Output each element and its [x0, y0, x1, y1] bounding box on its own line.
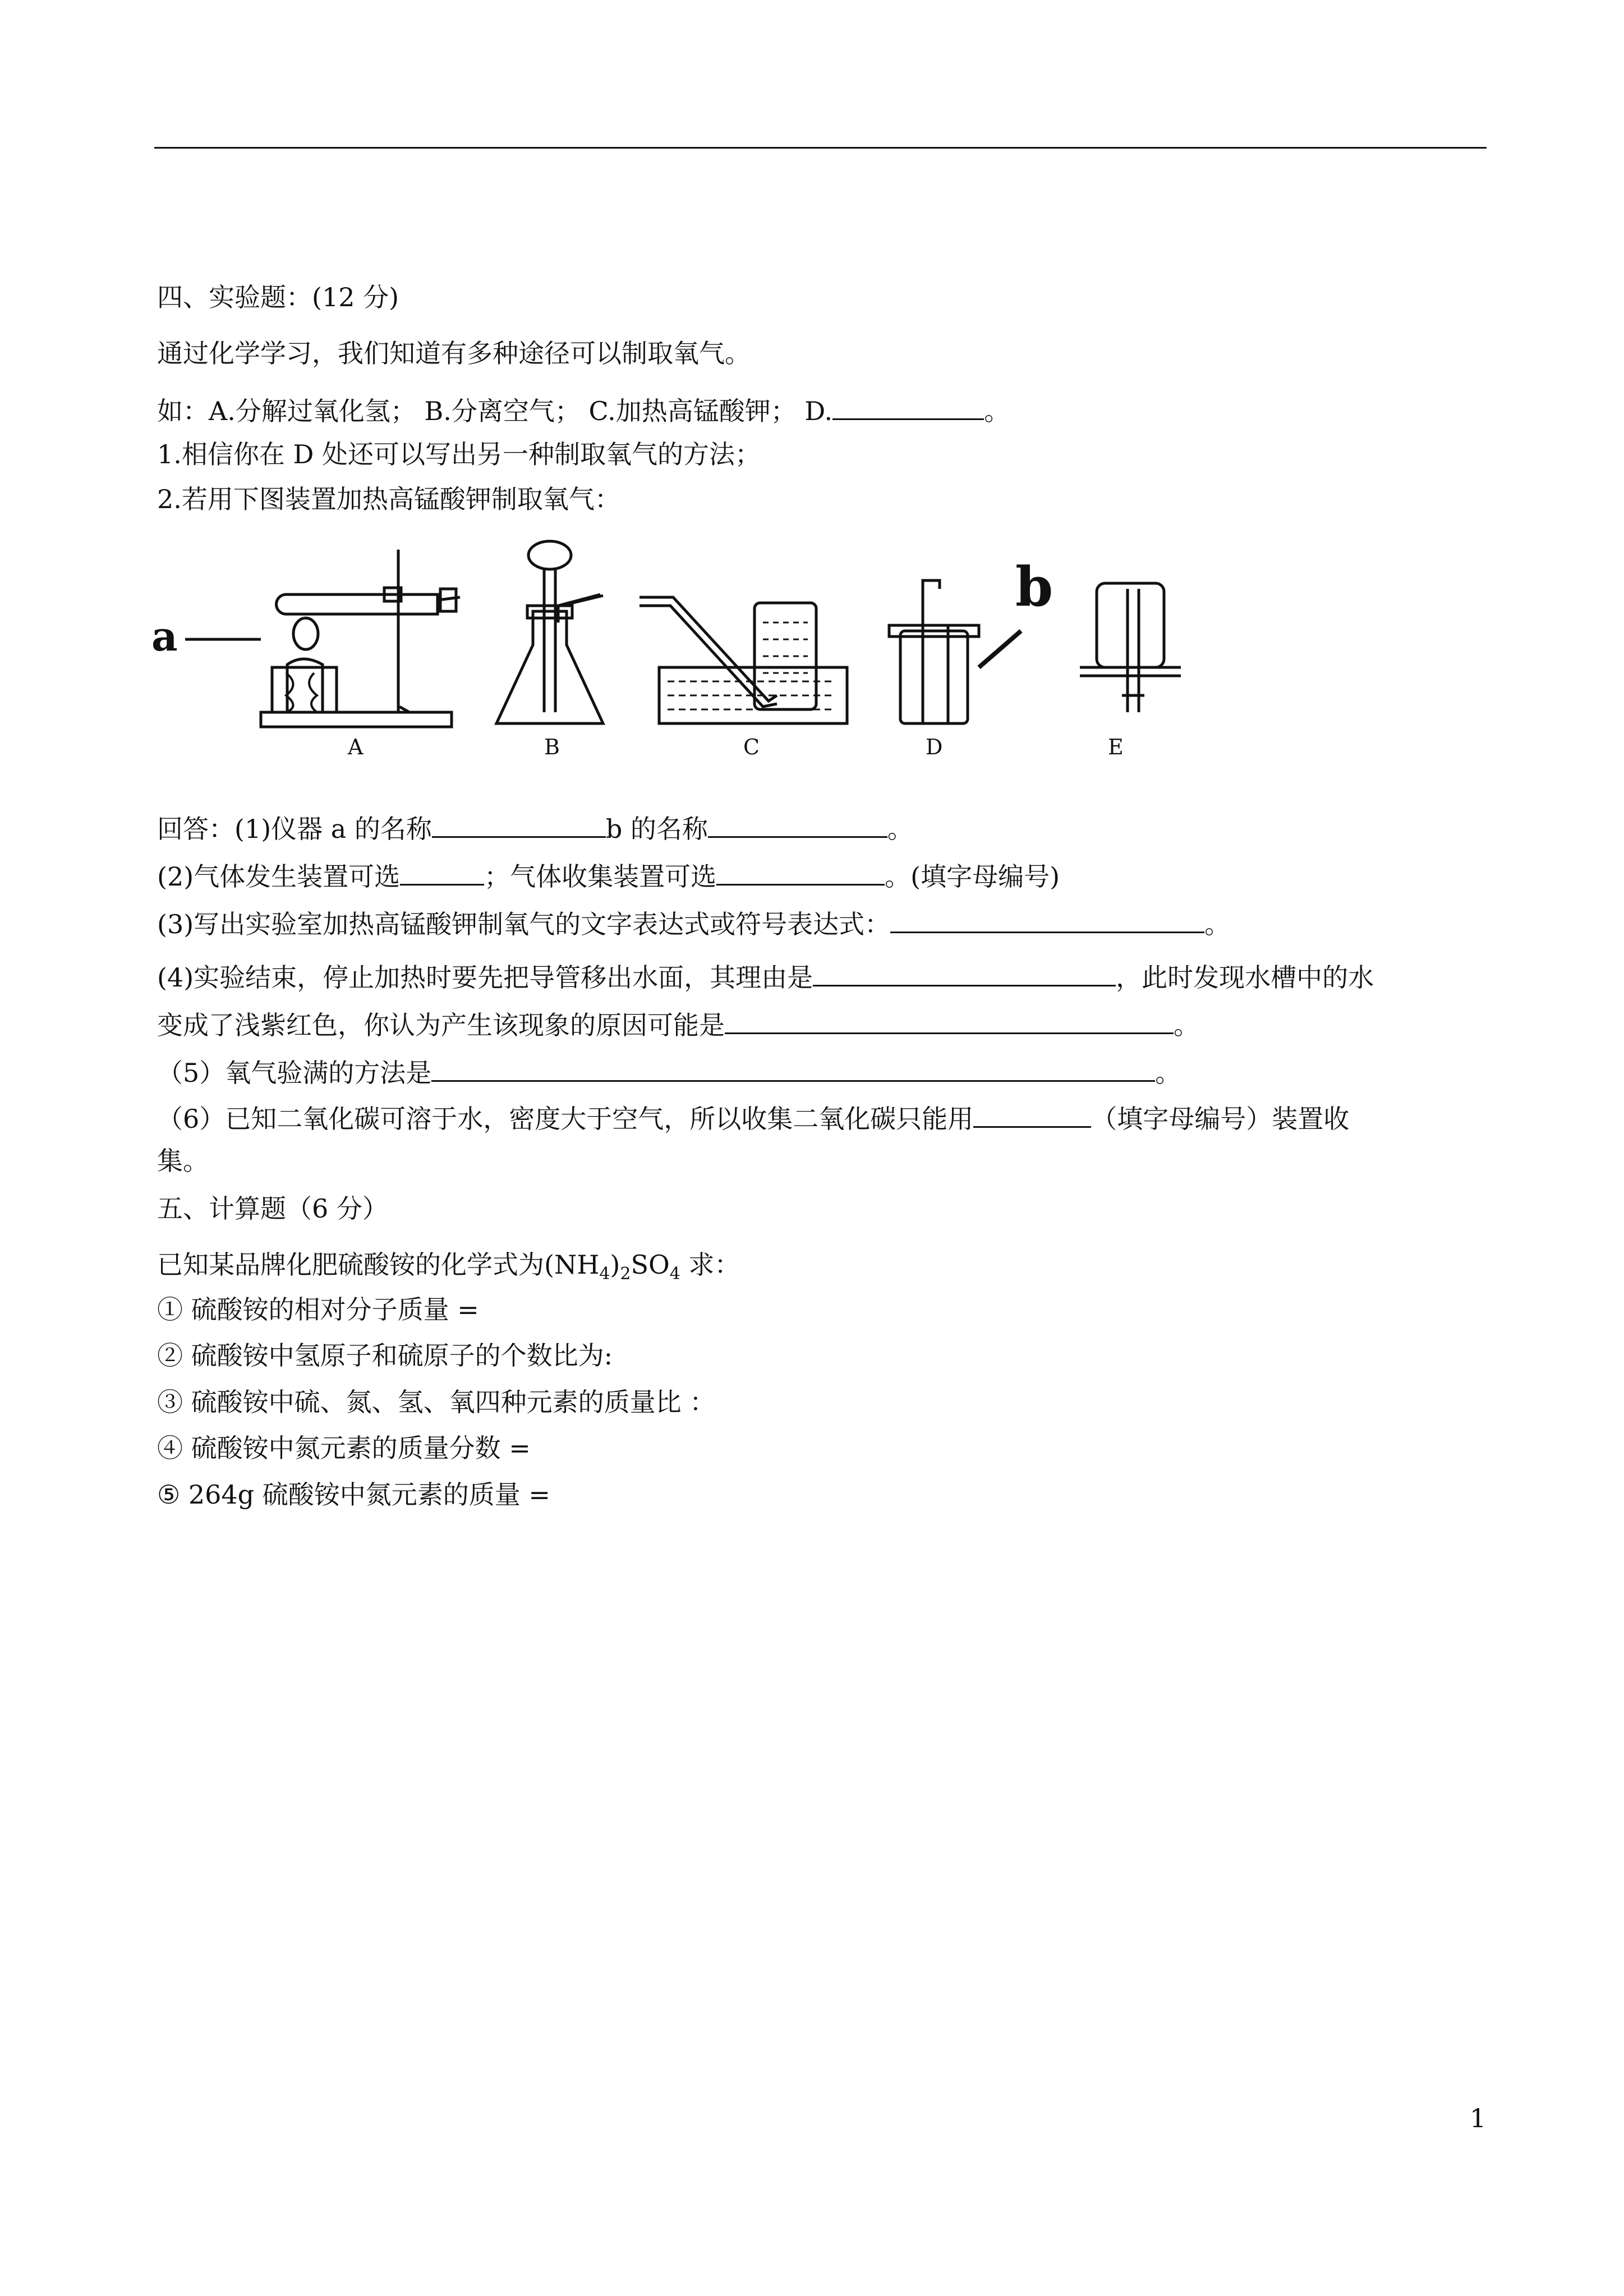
answer-2-text: (2)气体发生装置可选: [157, 861, 401, 892]
answer-6: [157, 1100, 1349, 1136]
apparatus-d: [889, 580, 1021, 723]
formula-end: 求：: [680, 1250, 740, 1280]
answer-2: [157, 858, 1060, 893]
blank-instrument-b[interactable]: [708, 810, 887, 838]
label-b: b: [1015, 555, 1053, 619]
options-suffix: 。: [984, 396, 1010, 426]
answer-6-cont: 集。: [157, 1146, 209, 1176]
answer-3-text: (3)写出实验室加热高锰酸钾制氧气的文字表达式或符号表达式：: [157, 909, 891, 939]
blank-cause[interactable]: [725, 1007, 1174, 1034]
answer-4-text-c: 变成了浅紫红色，你认为产生该现象的原因可能是: [157, 1010, 725, 1040]
formula-paren: ): [610, 1250, 620, 1280]
header-rule: [154, 147, 1487, 149]
answer-3: [157, 906, 1230, 941]
apparatus-e: [1080, 583, 1181, 712]
label-C: C: [743, 735, 760, 759]
answer-4-cont: [157, 1007, 1199, 1042]
answer-3-end: 。: [1204, 909, 1231, 939]
options-line: [157, 393, 1010, 428]
blank-reason[interactable]: [813, 959, 1116, 986]
blank-instrument-a[interactable]: [432, 810, 606, 838]
answer-1-end: 。: [887, 814, 913, 844]
formula-text: 已知某品牌化肥硫酸铵的化学式为(NH: [157, 1250, 600, 1280]
options-text: 如：A.分解过氧化氢； B.分离空气； C.加热高锰酸钾； D.: [157, 396, 833, 426]
apparatus-figure: [146, 527, 1212, 763]
section4-heading: 四、实验题：(12 分): [157, 282, 399, 312]
page-number: 1: [1470, 2103, 1487, 2133]
formula-sub-2: 2: [620, 1264, 631, 1284]
blank-co2[interactable]: [973, 1100, 1091, 1128]
calc-item-5: ⑤ 264g 硫酸铵中氮元素的质量 =: [157, 1479, 550, 1510]
label-D: D: [926, 735, 943, 759]
apparatus-c: [640, 597, 847, 723]
question-1: 1.相信你在 D 处还可以写出另一种制取氧气的方法；: [157, 439, 761, 469]
answer-4-end: 。: [1174, 1010, 1199, 1040]
answer-5-text: （5）氧气验满的方法是: [157, 1058, 432, 1088]
label-E: E: [1108, 735, 1124, 759]
answer-1: [157, 810, 913, 846]
question-2: 2.若用下图装置加热高锰酸钾制取氧气：: [157, 484, 620, 514]
blank-equation[interactable]: [890, 906, 1204, 933]
blank-method[interactable]: [431, 1054, 1155, 1082]
answer-2-text-b: ；气体收集装置可选: [484, 861, 717, 892]
answer-1-text-b: b 的名称: [605, 814, 708, 844]
formula-sub-3: 4: [669, 1264, 680, 1284]
answer-5-end: 。: [1155, 1058, 1181, 1088]
answer-1-text: 回答：(1)仪器 a 的名称: [157, 814, 432, 844]
label-B: B: [544, 735, 560, 759]
apparatus-a: [261, 550, 460, 727]
formula-sub-1: 4: [599, 1264, 610, 1284]
blank-collector[interactable]: [716, 858, 885, 886]
calc-item-4: ④ 硫酸铵中氮元素的质量分数 =: [157, 1433, 531, 1463]
answer-4: [157, 959, 1374, 994]
calc-item-1: ① 硫酸铵的相对分子质量 =: [157, 1294, 479, 1325]
answer-5: [157, 1054, 1181, 1090]
calc-item-2: ② 硫酸铵中氢原子和硫原子的个数比为:: [157, 1340, 613, 1371]
apparatus-b: [496, 541, 603, 723]
blank-generator[interactable]: [400, 858, 484, 886]
answer-4-text-b: ，此时发现水槽中的水: [1116, 962, 1374, 993]
answer-2-end: 。(填字母编号): [885, 861, 1060, 892]
label-a: a: [151, 612, 178, 660]
answer-blank-d[interactable]: [832, 393, 984, 420]
section4-intro: 通过化学学习，我们知道有多种途径可以制取氧气。: [157, 338, 751, 368]
section5-heading: 五、计算题（6 分）: [157, 1193, 388, 1224]
formula-so: SO: [631, 1250, 670, 1280]
answer-6-text-b: （填字母编号）装置收: [1091, 1104, 1350, 1134]
answer-4-text: (4)实验结束，停止加热时要先把导管移出水面，其理由是: [157, 962, 813, 993]
calc-item-3: ③ 硫酸铵中硫、氮、氢、氧四种元素的质量比 ：: [157, 1387, 716, 1417]
label-A: A: [348, 735, 364, 759]
section5-intro: [157, 1248, 740, 1291]
answer-6-text: （6）已知二氧化碳可溶于水，密度大于空气，所以收集二氧化碳只能用: [157, 1104, 974, 1134]
